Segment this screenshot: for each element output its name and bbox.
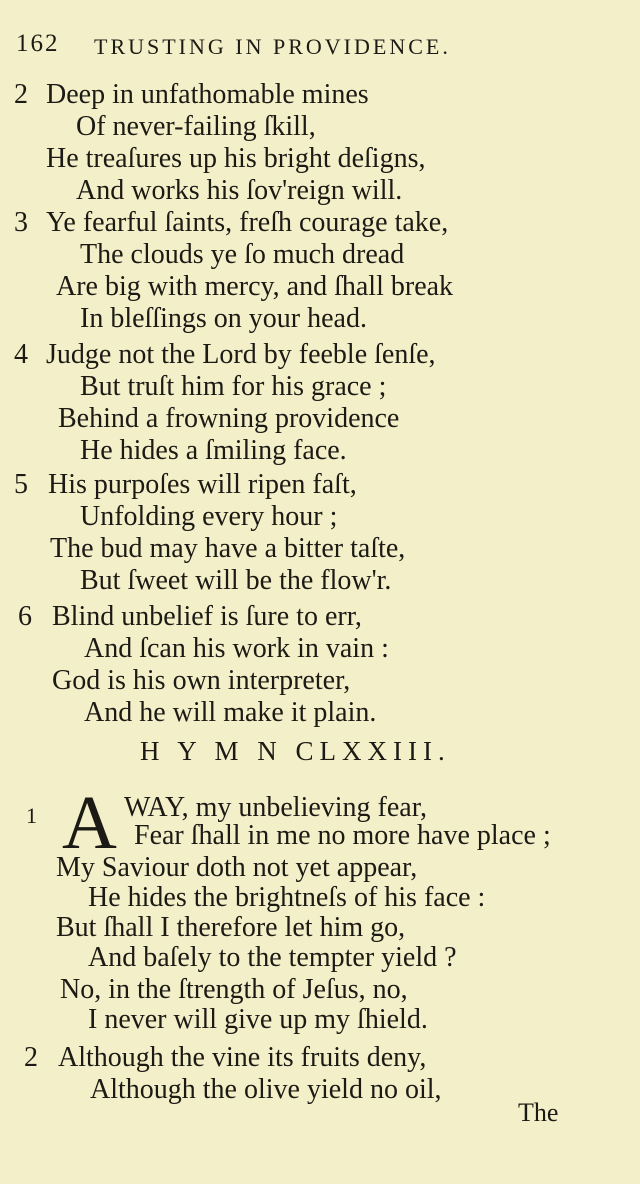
verse-line: My Saviour doth not yet appear, [56,852,418,883]
verse-line: But ſhall I therefore let him go, [56,912,406,943]
verse-line: Although the olive yield no oil, [90,1074,442,1105]
verse-line: And works his ſov'reign will. [76,175,403,206]
verse-line: Unfolding every hour ; [80,501,338,532]
verse-line: His purpoſes will ripen faſt, [48,469,357,500]
verse-line: Blind unbelief is ſure to err, [52,601,362,632]
stanza-number: 3 [14,207,28,238]
verse-line: And baſely to the tempter yield ? [88,942,457,973]
verse-line: And he will make it plain. [84,697,377,728]
verse-line: Behind a frowning providence [58,403,400,434]
running-head: TRUSTING IN PROVIDENCE. [94,34,451,59]
stanza-number: 2 [24,1042,38,1073]
verse-line: WAY, my unbelieving fear, [124,792,427,823]
verse-line: He hides a ſmiling face. [80,435,347,466]
page-header [16,30,616,70]
verse-line: He hides the brightneſs of his face : [88,882,486,913]
drop-cap: A [62,781,117,865]
verse-line: Although the vine its fruits deny, [58,1042,427,1073]
stanza-number: 4 [14,339,28,370]
page-number: 162 [16,30,60,57]
verse-line: But ſweet will be the flow'r. [80,565,392,596]
verse-line: Deep in unfathomable mines [46,79,369,110]
verse-line: Of never-failing ſkill, [76,111,316,142]
verse-line: No, in the ſtrength of Jeſus, no, [60,974,408,1005]
stanza-number: 2 [14,79,28,110]
verse-line: And ſcan his work in vain : [84,633,389,664]
verse-line: I never will give up my ſhield. [88,1004,428,1035]
verse-line: But truſt him for his grace ; [80,371,387,402]
stanza-number: 1 [26,803,37,828]
verse-line: Ye fearful ſaints, freſh courage take, [46,207,449,238]
verse-line: In bleſſings on your head. [80,303,367,334]
verse-line: Fear ſhall in me no more have place ; [134,820,551,851]
stanza-number: 5 [14,469,28,500]
verse-line: He treaſures up his bright deſigns, [46,143,426,174]
verse-line: The clouds ye ſo much dread [80,239,405,270]
verse-line: Judge not the Lord by feeble ſenſe, [46,339,436,370]
hymn-title: H Y M N CLXXIII. [140,736,451,766]
verse-line: Are big with mercy, and ſhall break [56,271,454,302]
stanza-number: 6 [18,601,32,632]
verse-line: The bud may have a bitter taſte, [50,533,406,564]
verse-line: God is his own interpreter, [52,665,351,696]
catchword: The [518,1098,559,1127]
